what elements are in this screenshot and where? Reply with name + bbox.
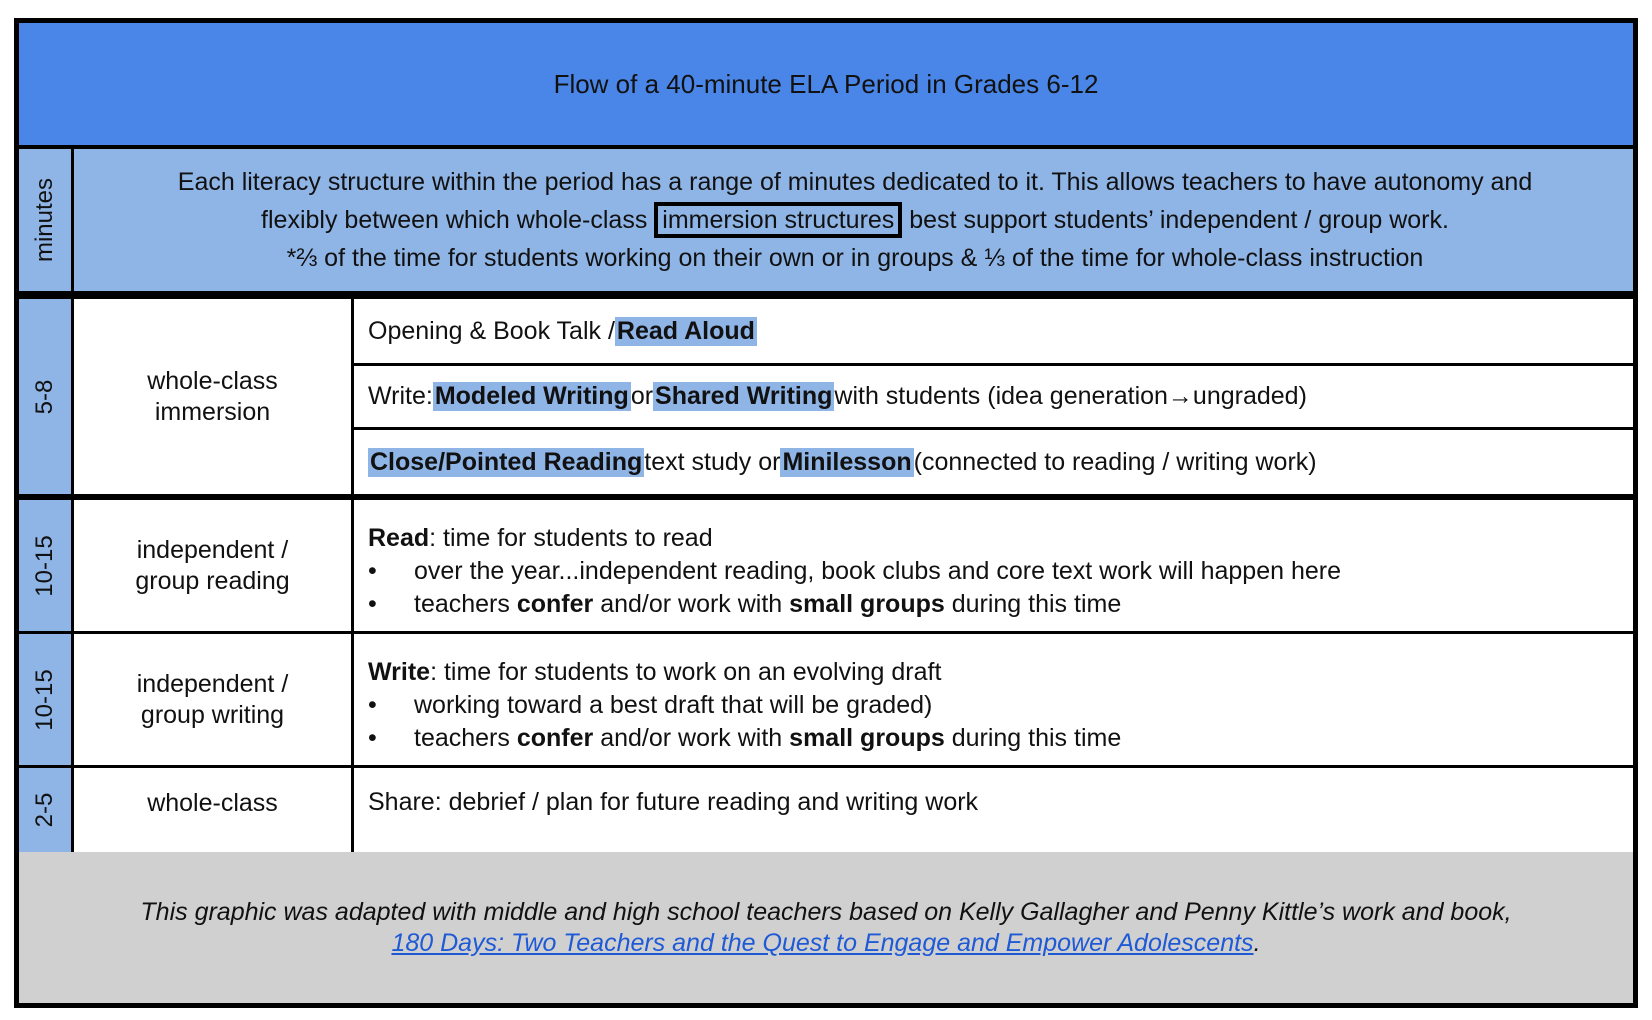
footer-credit bbox=[19, 852, 1633, 1003]
highlight-close-reading: Close/Pointed Reading bbox=[370, 447, 643, 476]
structure-cell bbox=[74, 299, 354, 494]
writing-description bbox=[354, 634, 1633, 755]
structure-label-line-2: group reading bbox=[135, 566, 290, 595]
bullet-text-part: and/or work with bbox=[593, 724, 790, 752]
minutes-cell bbox=[19, 768, 74, 852]
item-text: text study or bbox=[644, 447, 781, 476]
minutes-header-cell bbox=[19, 149, 74, 291]
bullet-text bbox=[414, 588, 1121, 621]
highlight-shared-writing: Shared Writing bbox=[655, 382, 833, 410]
minutes-cell bbox=[19, 500, 74, 631]
page-title bbox=[19, 23, 1633, 149]
bullet-text-part: and/or work with bbox=[593, 590, 790, 618]
immersion-structures-box: immersion structures bbox=[654, 202, 902, 238]
bullet-bold-confer: confer bbox=[516, 724, 594, 752]
item-text: Write: bbox=[368, 382, 433, 410]
item-text: or bbox=[630, 382, 654, 410]
intro-line-2-start: flexibly between which whole-class bbox=[261, 206, 655, 234]
reading-heading bbox=[368, 522, 1619, 555]
highlight-modeled-writing: Modeled Writing bbox=[434, 382, 629, 410]
structure-label-line-2: group writing bbox=[140, 700, 285, 729]
list-item bbox=[368, 689, 1619, 722]
item-text: Opening & Book Talk / bbox=[368, 316, 615, 345]
immersion-item-read-aloud bbox=[354, 299, 1633, 366]
immersion-item-reading bbox=[354, 430, 1633, 494]
minutes-cell bbox=[19, 634, 74, 765]
structure-label-line-1: whole-class bbox=[147, 366, 278, 395]
description-cell bbox=[354, 500, 1633, 631]
structure-label-line-1: independent / bbox=[136, 669, 289, 698]
bullet-icon: • bbox=[368, 590, 377, 618]
item-text: (connected to reading / writing work) bbox=[913, 447, 1317, 476]
description-cell bbox=[354, 768, 1633, 852]
minutes-value: 10-15 bbox=[31, 534, 58, 597]
bullet-text: working toward a best draft that will be graded) bbox=[414, 691, 933, 719]
structure-cell bbox=[74, 768, 354, 852]
footer-line-2 bbox=[391, 928, 1260, 959]
writing-heading-rest: : time for students to work on an evolving draft bbox=[430, 658, 942, 686]
title-text: Flow of a 40-minute ELA Period in Grades 6-12 bbox=[553, 68, 1099, 99]
structure-label-line-1: whole-class bbox=[147, 789, 278, 817]
writing-heading-bold: Write bbox=[368, 658, 431, 686]
description-cell bbox=[354, 299, 1633, 494]
intro-line-2 bbox=[261, 201, 1449, 239]
highlight-read-aloud: Read Aloud bbox=[616, 316, 755, 345]
minutes-header-label: minutes bbox=[31, 177, 58, 263]
bullet-text bbox=[414, 722, 1121, 755]
list-item bbox=[368, 555, 1619, 588]
minutes-value: 5-8 bbox=[31, 379, 58, 414]
item-text: with students (idea generation→ungraded) bbox=[834, 382, 1307, 410]
bullet-icon: • bbox=[368, 691, 377, 719]
description-cell bbox=[354, 634, 1633, 765]
table-row-share bbox=[19, 768, 1633, 852]
structure-label-line-2: immersion bbox=[154, 397, 271, 426]
bullet-text-part: during this time bbox=[944, 724, 1122, 752]
reading-description bbox=[354, 500, 1633, 621]
ela-period-table bbox=[14, 18, 1638, 1008]
minutes-cell bbox=[19, 299, 74, 494]
intro-description bbox=[77, 149, 1633, 291]
intro-line-2-end: best support students’ independent / group work. bbox=[902, 206, 1449, 234]
bullet-bold-confer: confer bbox=[516, 590, 594, 618]
minutes-value: 10-15 bbox=[31, 668, 58, 731]
bullet-bold-small-groups: small groups bbox=[789, 590, 945, 618]
list-item bbox=[368, 722, 1619, 755]
bullet-text: over the year...independent reading, book clubs and core text work will happen here bbox=[414, 557, 1341, 585]
bullet-icon: • bbox=[368, 557, 377, 585]
table-row-immersion bbox=[19, 299, 1633, 500]
book-link[interactable]: 180 Days: Two Teachers and the Quest to Engage and Empower Adolescents bbox=[391, 928, 1254, 957]
minutes-value: 2-5 bbox=[31, 792, 58, 828]
bullet-bold-small-groups: small groups bbox=[789, 724, 945, 752]
intro-row bbox=[19, 149, 1633, 299]
table-row-group-writing bbox=[19, 634, 1633, 768]
intro-line-3: *⅔ of the time for students working on their own or in groups & ⅓ of the time for whole-class instruction bbox=[286, 244, 1424, 272]
bullet-icon: • bbox=[368, 724, 377, 752]
footer-period: . bbox=[1253, 928, 1261, 957]
bullet-text-part: during this time bbox=[944, 590, 1122, 618]
bullet-text-part: teachers bbox=[414, 590, 517, 618]
intro-line-1: Each literacy structure within the period has a range of minutes dedicated to it. This allows teachers to have autonomy and bbox=[177, 168, 1533, 196]
structure-cell bbox=[74, 634, 354, 765]
footer-line-1: This graphic was adapted with middle and high school teachers based on Kelly Gallagher and Penny Kittle’s work and book, bbox=[140, 897, 1512, 926]
table-row-group-reading bbox=[19, 500, 1633, 634]
highlight-minilesson: Minilesson bbox=[782, 447, 912, 476]
list-item bbox=[368, 588, 1619, 621]
writing-heading bbox=[368, 656, 1619, 689]
bullet-text-part: teachers bbox=[414, 724, 517, 752]
reading-heading-bold: Read bbox=[368, 524, 430, 552]
structure-cell bbox=[74, 500, 354, 631]
structure-label-line-1: independent / bbox=[136, 535, 289, 564]
reading-heading-rest: : time for students to read bbox=[429, 524, 713, 552]
immersion-item-write bbox=[354, 366, 1633, 430]
share-description: Share: debrief / plan for future reading and writing work bbox=[368, 787, 979, 816]
